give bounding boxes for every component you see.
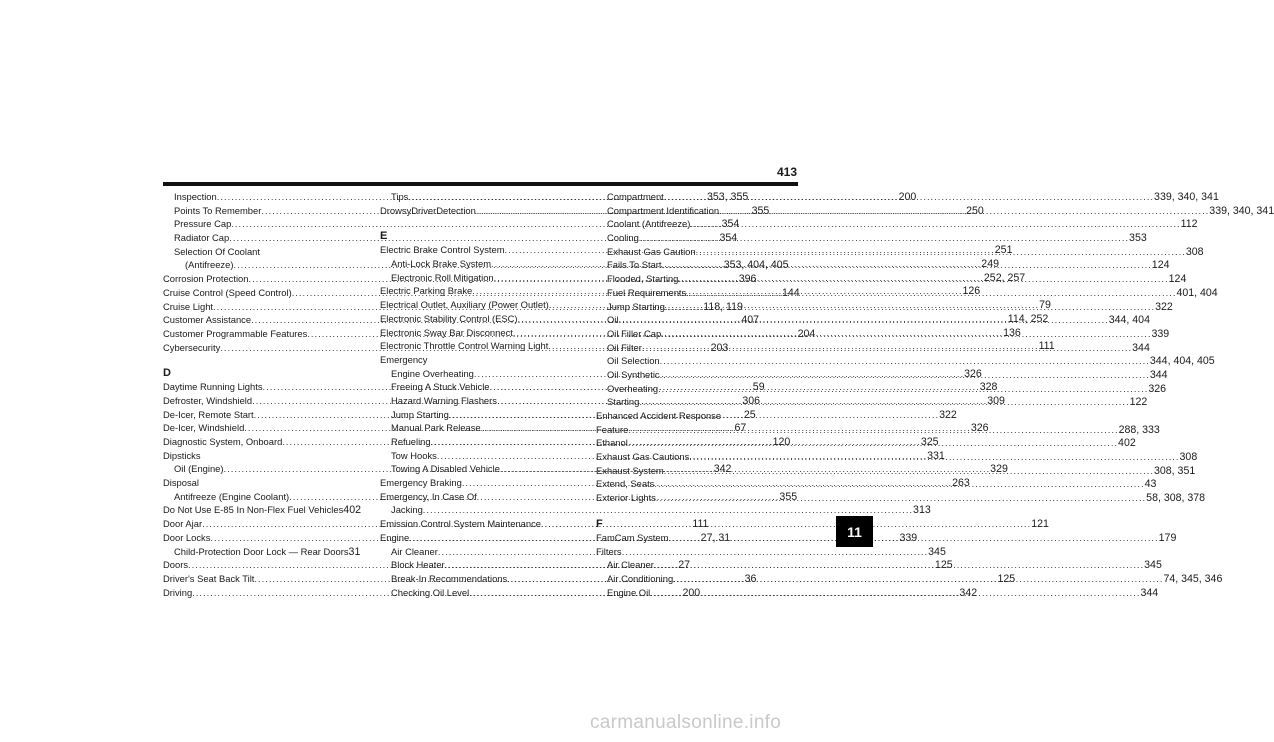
dot-leader	[668, 531, 1158, 545]
dot-leader	[639, 231, 1129, 245]
index-entry[interactable]	[596, 231, 1147, 245]
index-entry-label: Exhaust Gas Caution	[607, 245, 696, 257]
index-entry-label: Engine Oil	[607, 586, 651, 598]
index-entry-pages: 36	[744, 572, 757, 585]
index-entry-label: Electronic Stability Control (ESC)	[380, 312, 518, 324]
index-entry-label: Corrosion Protection	[163, 273, 249, 285]
index-entry-label: Fails To Start	[607, 259, 662, 271]
index-entry-pages: 125	[934, 559, 953, 572]
dot-leader	[660, 354, 1150, 368]
index-entry-pages: 407	[741, 314, 759, 327]
index-entry-label: Child-Protection Door Lock — Rear Doors	[174, 545, 349, 557]
index-entry-pages: 124	[1168, 273, 1187, 286]
watermark: carmanualsonline.info	[590, 712, 782, 733]
index-entry-pages: 322	[939, 408, 957, 421]
index-entry-label: Tow Hooks	[391, 449, 437, 461]
index-entry-label: Block Heater	[391, 559, 445, 571]
index-entry-label: Checking Oil Level	[391, 586, 470, 598]
index-entry-pages: 396	[738, 273, 757, 286]
index-entry-pages: 27, 31	[700, 531, 731, 544]
index-entry-pages: 118, 119	[703, 300, 743, 313]
index-entry-label: Door Ajar	[163, 518, 203, 530]
index-entry-label: Compartment	[607, 191, 664, 202]
index-entry-pages: 59	[752, 381, 765, 394]
index-entry-pages: 136	[1003, 326, 1021, 339]
dot-leader	[719, 204, 1209, 218]
index-entry-label: Dipsticks	[163, 449, 201, 461]
index-entry-pages: 124	[1151, 259, 1170, 272]
page-number: 413	[776, 165, 797, 179]
index-entry-label: Door Locks	[163, 531, 211, 543]
spacer	[380, 217, 576, 225]
index-entry-label: Flooded, Starting	[607, 273, 679, 285]
index-entry-pages: 121	[1031, 518, 1049, 531]
index-entry-pages: 326	[1148, 382, 1167, 395]
index-entry-label: Towing A Disabled Vehicle	[391, 463, 500, 475]
index-entry-label: Cybersecurity	[163, 341, 221, 353]
dot-leader	[686, 286, 1176, 300]
index-entry-pages: 308	[1179, 451, 1198, 464]
index-entry-label: Air Conditioning	[607, 572, 674, 584]
index-entry-label: Emergency Braking	[380, 477, 462, 489]
index-entry-label: Tips	[391, 191, 409, 202]
index-entry[interactable]	[596, 491, 1206, 505]
index-entry-pages: 179	[1158, 531, 1177, 544]
index-entry-pages: 342	[713, 463, 732, 476]
dot-leader	[656, 491, 1146, 505]
index-entry-pages: 313	[913, 504, 931, 517]
index-entry[interactable]	[163, 545, 359, 559]
index-entry-label: Emergency, In Case Of	[380, 490, 477, 502]
dot-leader	[650, 586, 1140, 600]
index-entry-label: Jump Starting	[607, 300, 665, 312]
index-entry-label: FamCam System	[596, 531, 669, 543]
index-entry-pages: 204	[797, 327, 816, 340]
dot-leader	[661, 327, 1151, 341]
index-entry-label: Oil	[607, 314, 619, 326]
spacer	[163, 354, 359, 362]
index-entry-pages: 353	[1129, 232, 1147, 245]
dot-leader	[696, 245, 1186, 259]
index-entry-label: Anti-Lock Brake System	[391, 258, 492, 270]
index-entry-label: Electronic Throttle Control Warning Light	[380, 340, 549, 352]
index-entry-pages: 345	[1144, 559, 1162, 572]
index-entry-pages: 344, 404, 405	[1149, 355, 1215, 368]
index-entry-pages: 326	[964, 367, 982, 380]
index-entry-pages: 200	[682, 586, 701, 599]
index-entry-pages: 200	[898, 191, 917, 203]
index-entry-label: Air Cleaner	[391, 545, 438, 557]
dot-leader	[690, 217, 1180, 231]
index-entry-pages: 329	[990, 463, 1008, 476]
index-entry-pages: 252, 257	[983, 271, 1026, 284]
index-entry-label: Coolant (Antifreeze)	[607, 218, 691, 230]
index-entry-label: Filters	[596, 545, 622, 557]
index-entry-label: Jacking	[391, 504, 423, 516]
index-entry-label: Oil Selection	[607, 355, 660, 367]
dot-leader	[665, 300, 1155, 314]
index-entry[interactable]	[596, 354, 1215, 368]
index-entry-label: Electronic Roll Mitigation	[391, 271, 494, 283]
index-entry[interactable]	[163, 245, 359, 259]
index-entry-label: Overheating	[607, 382, 659, 394]
index-entry-pages: 126	[962, 285, 981, 298]
index-entry-label: Emission Control System Maintenance	[380, 518, 542, 530]
index-entry-pages: 67	[734, 422, 747, 435]
index-entry-pages: 111	[692, 518, 709, 531]
index-entry-pages: 74, 345, 346	[1163, 572, 1223, 585]
index-entry-label: Doors	[163, 559, 189, 571]
index-entry-pages: 79	[1039, 299, 1051, 312]
index-entry-label: Ethanol	[596, 437, 628, 449]
index-entry[interactable]	[380, 503, 931, 517]
index-entry-label: Engine	[380, 531, 410, 543]
index-entry-label: Starting	[607, 396, 640, 408]
index-entry[interactable]	[596, 545, 792, 559]
index-entry-pages: 308, 351	[1154, 464, 1196, 477]
index-entry-pages: 344	[1140, 586, 1159, 599]
index-entry-label: DrowsyDriverDetection	[380, 204, 476, 216]
index-entry-pages: 339	[899, 531, 918, 544]
index-entry-pages: 339, 340, 341	[1209, 204, 1274, 217]
index-entry[interactable]	[380, 490, 576, 504]
index-entry-label: Oil Filter	[607, 341, 642, 353]
dot-leader	[658, 382, 1148, 396]
dot-leader	[628, 436, 1118, 450]
index-entry-pages: 250	[966, 204, 984, 217]
index-entry-label: Enhanced Accident Response	[596, 410, 722, 421]
index-entry-label: Emergency	[380, 353, 428, 365]
index-entry-pages: 339	[1151, 327, 1170, 340]
spacer	[596, 505, 792, 513]
index-entry-label: Antifreeze (Engine Coolant)	[174, 490, 290, 502]
index-entry-label: Defroster, Windshield	[163, 394, 253, 406]
index-entry-label: Oil (Engine)	[174, 463, 224, 475]
index-entry-label: Cruise Control (Speed Control)	[163, 286, 292, 298]
index-entry-pages: 402	[1118, 437, 1136, 450]
index-entry-pages: 353, 404, 405	[723, 259, 789, 272]
index-entry-label: Feature	[596, 423, 629, 435]
index-entry-pages: 344, 404	[1108, 314, 1150, 327]
index-entry-pages: 309	[987, 394, 1005, 407]
index-entry-label: Electronic Sway Bar Disconnect	[380, 326, 513, 338]
index-entry-pages: 342	[959, 586, 978, 599]
index-entry-pages: 263	[952, 477, 970, 490]
index-entry[interactable]	[596, 409, 792, 423]
index-entry-pages: 306	[742, 394, 761, 407]
index-entry-pages: 328	[979, 381, 998, 394]
index-entry[interactable]	[380, 353, 576, 367]
index-entry-pages: 122	[1129, 396, 1148, 409]
index-letter-heading: E	[380, 230, 388, 243]
index-entry-label: Points To Remember	[174, 204, 262, 216]
index-entry-pages: 203	[710, 341, 729, 354]
index-entry-pages: 402	[343, 504, 361, 517]
index-entry-pages: 322	[1155, 300, 1173, 313]
index-entry-label: Fuel Requirements	[607, 286, 687, 298]
index-entry-label: Oil Filler Cap	[607, 327, 662, 339]
dot-leader	[678, 272, 1168, 286]
dot-leader	[618, 313, 1108, 327]
index-entry-label: Cooling	[607, 232, 639, 244]
index-entry-label: Extend, Seats	[596, 478, 655, 490]
index-entry-pages: 249	[981, 258, 999, 271]
dot-leader	[660, 368, 1150, 382]
index-entry-pages: 114, 252	[1007, 312, 1049, 325]
index-entry-label: Diagnostic System, Onboard	[163, 436, 283, 447]
index-entry-label: Hazard Warning Flashers	[391, 394, 497, 406]
index-entry-pages: 345	[928, 545, 946, 558]
index-entry-pages: 27	[678, 559, 691, 572]
dot-leader	[654, 558, 1144, 572]
chapter-tab[interactable]: 11	[836, 516, 873, 547]
index-entry-label: Pressure Cap	[174, 218, 232, 230]
index-entry-pages: 353, 355	[707, 191, 749, 203]
dot-leader	[642, 341, 1132, 355]
index-entry-pages: 355	[779, 490, 798, 503]
index-entry-label: Cruise Light	[163, 300, 214, 312]
index-entry-pages: 111	[1038, 340, 1055, 353]
index-entry-pages: 31	[348, 545, 361, 558]
index-entry-label: Radiator Cap	[174, 232, 230, 244]
index-entry-label: Refueling	[391, 436, 431, 447]
index-entry-pages: 125	[997, 572, 1016, 585]
index-entry-pages: 344	[1149, 368, 1168, 381]
index-entry-label: Customer Assistance	[163, 314, 252, 326]
index-entry-label: Inspection	[174, 191, 217, 202]
index-entry-pages: 331	[927, 449, 945, 462]
index-entry-pages: 326	[970, 422, 989, 435]
dot-leader	[673, 572, 1163, 586]
index-entry-label: Selection Of Coolant	[174, 245, 260, 257]
index-entry-pages: 401, 404	[1176, 286, 1218, 299]
index-entry-label: Break-In Recommendations	[391, 572, 508, 584]
index-entry-label: Manual Park Release	[391, 422, 481, 434]
index-entry-pages: 58, 308, 378	[1146, 492, 1206, 505]
index-entry-pages: 354	[721, 218, 740, 231]
index-entry-label: De-Icer, Remote Start	[163, 408, 254, 420]
index-entry-label: Jump Starting	[391, 408, 449, 420]
index-entry-pages: 339, 340, 341	[1154, 191, 1219, 203]
index-entry[interactable]	[163, 476, 359, 490]
index-entry[interactable]	[596, 217, 1198, 231]
index-entry-label: Engine Overheating	[391, 367, 474, 379]
index-entry-label: Daytime Running Lights	[163, 381, 263, 393]
index-entry-pages: 288, 333	[1118, 423, 1160, 436]
index-entry-pages: 344	[1132, 341, 1150, 354]
index-entry-pages: 251	[994, 244, 1013, 257]
index-entry-pages: 354	[719, 232, 738, 245]
index-entry-label: De-Icer, Windshield	[163, 422, 245, 434]
index-entry-label: Customer Programmable Features	[163, 327, 308, 339]
index-entry-pages: 355	[751, 204, 770, 217]
index-entry-pages: 308	[1185, 245, 1204, 258]
index-entry-pages: 325	[920, 436, 939, 448]
index-entry-label: Exhaust Gas Cautions	[596, 451, 690, 463]
dot-leader	[628, 423, 1118, 437]
index-entry-label: Oil Synthetic	[607, 368, 660, 380]
index-entry-pages: 43	[1144, 478, 1157, 491]
header-rule	[163, 182, 798, 186]
index-entry-label: Electrical Outlet, Auxiliary (Power Outlet)	[380, 299, 549, 311]
index-entry[interactable]	[163, 503, 359, 517]
index-entry-label: Electric Brake Control System	[380, 244, 505, 256]
index-entry-label: Air Cleaner	[607, 559, 654, 571]
index-entry-label: Driving	[163, 586, 193, 598]
index-entry-label: Disposal	[163, 477, 199, 489]
dot-leader	[639, 395, 1129, 409]
index-entry-pages: 25	[743, 408, 756, 421]
index-entry-pages: 112	[1180, 218, 1198, 231]
dot-leader	[664, 190, 1154, 204]
index-entry-label: Driver's Seat Back Tilt	[163, 572, 255, 584]
index-entry[interactable]	[163, 449, 359, 463]
dot-leader	[664, 464, 1154, 478]
index-entry-label: Compartment Identification	[607, 204, 720, 216]
index-entry-label: Exhaust System	[596, 464, 664, 476]
dot-leader	[689, 450, 1179, 464]
index-entry-label: (Antifreeze)	[185, 259, 234, 271]
dot-leader	[654, 477, 1144, 491]
index-entry-label: Freeing A Stuck Vehicle	[391, 381, 490, 393]
index-entry-label: Electric Parking Brake	[380, 285, 473, 297]
index-letter-heading: F	[596, 517, 603, 530]
index-entry-label: Do Not Use E-85 In Non-Flex Fuel Vehicles	[163, 504, 344, 516]
index-letter-heading: D	[163, 367, 171, 380]
index-entry-label: Exterior Lights	[596, 492, 656, 504]
dot-leader	[662, 258, 1152, 272]
index-entry-pages: 120	[772, 436, 791, 448]
index-entry-pages: 144	[781, 286, 800, 299]
